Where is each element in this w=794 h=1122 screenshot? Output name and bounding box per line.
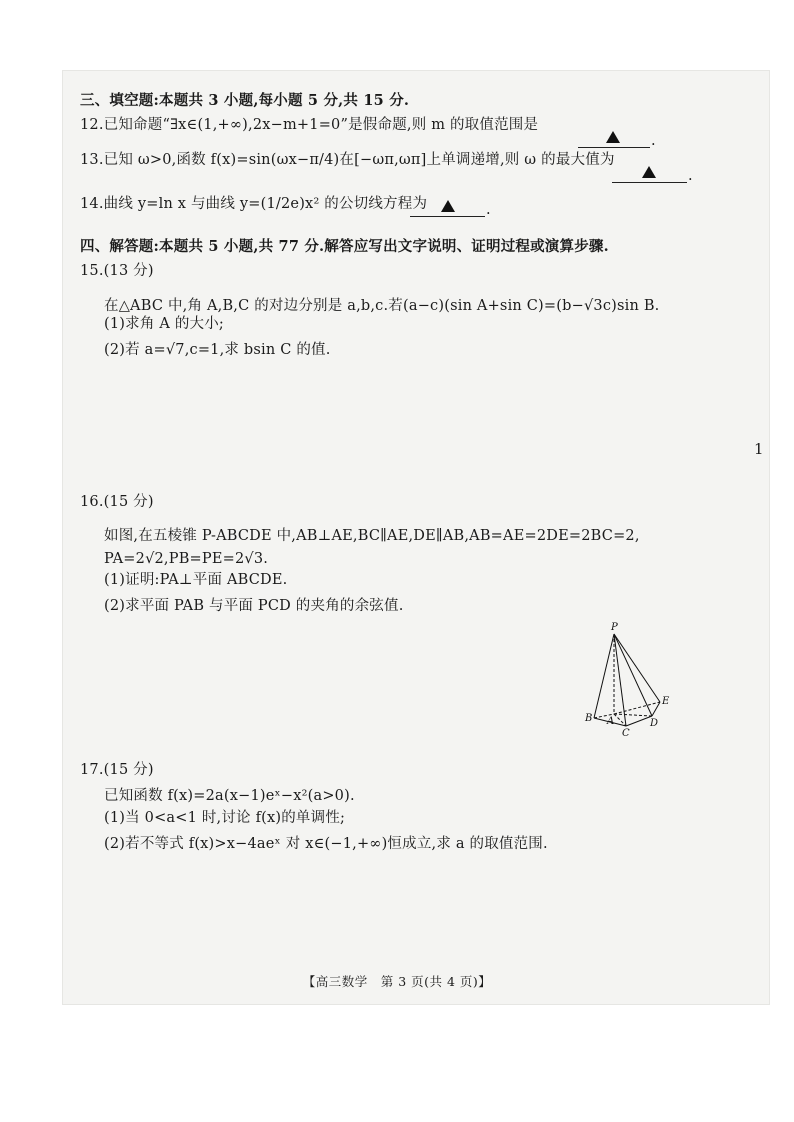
question-13: 13.已知 ω>0,函数 f(x)=sin(ωx−π/4)在[−ωπ,ωπ]上单调递增,则 ω 的最大值为 — [80, 152, 615, 168]
answer-blank-14[interactable] — [410, 216, 485, 217]
question-16-part1: (1)证明:PA⊥平面 ABCDE. — [104, 572, 288, 588]
triangle-marker-icon — [441, 200, 455, 212]
triangle-marker-icon — [606, 131, 620, 143]
answer-blank-13[interactable] — [612, 182, 687, 183]
vertex-label-A: A — [607, 716, 615, 727]
answer-section-header: 四、解答题:本题共 5 小题,共 77 分.解答应写出文字说明、证明过程或演算步骤. — [80, 238, 609, 255]
question-16-stem-line1: 如图,在五棱锥 P-ABCDE 中,AB⊥AE,BC∥AE,DE∥AB,AB=AE=2DE=2BC=2, — [104, 528, 640, 544]
question-12: 12.已知命题“∃x∈(1,+∞),2x−m+1=0”是假命题,则 m 的取值范围是 — [80, 117, 539, 133]
page-footer: 【高三数学 第 3 页(共 4 页)】 — [302, 974, 492, 989]
vertex-label-B: B — [585, 713, 593, 724]
question-15-part2: (2)若 a=√7,c=1,求 bsin C 的值. — [104, 342, 331, 358]
vertex-label-P: P — [611, 622, 618, 633]
question-17-part1: (1)当 0<a<1 时,讨论 f(x)的单调性; — [104, 810, 346, 826]
question-17-stem: 已知函数 f(x)=2a(x−1)eˣ−x²(a>0). — [104, 788, 355, 804]
question-16-number: 16.(15 分) — [80, 494, 154, 510]
question-15-stem: 在△ABC 中,角 A,B,C 的对边分别是 a,b,c.若(a−c)(sin A+sin C)=(b−√3c)sin B. — [104, 298, 660, 314]
triangle-marker-icon — [642, 166, 656, 178]
vertex-label-C: C — [622, 728, 630, 736]
answer-blank-12[interactable] — [578, 147, 650, 148]
vertex-label-E: E — [662, 696, 670, 707]
side-page-number: 1 — [754, 440, 764, 458]
question-14: 14.曲线 y=ln x 与曲线 y=(1/2e)x² 的公切线方程为 — [80, 196, 428, 212]
question-16-part2: (2)求平面 PAB 与平面 PCD 的夹角的余弦值. — [104, 598, 404, 614]
question-15-part1: (1)求角 A 的大小; — [104, 316, 225, 332]
question-17-part2: (2)若不等式 f(x)>x−4aeˣ 对 x∈(−1,+∞)恒成立,求 a 的取值范围. — [104, 836, 548, 852]
fill-blank-section-header: 三、填空题:本题共 3 小题,每小题 5 分,共 15 分. — [80, 92, 410, 109]
pyramid-figure — [582, 620, 682, 736]
question-16-stem-line2: PA=2√2,PB=PE=2√3. — [104, 551, 269, 567]
vertex-label-D: D — [650, 718, 659, 729]
question-15-number: 15.(13 分) — [80, 263, 154, 279]
question-17-number: 17.(15 分) — [80, 762, 154, 778]
